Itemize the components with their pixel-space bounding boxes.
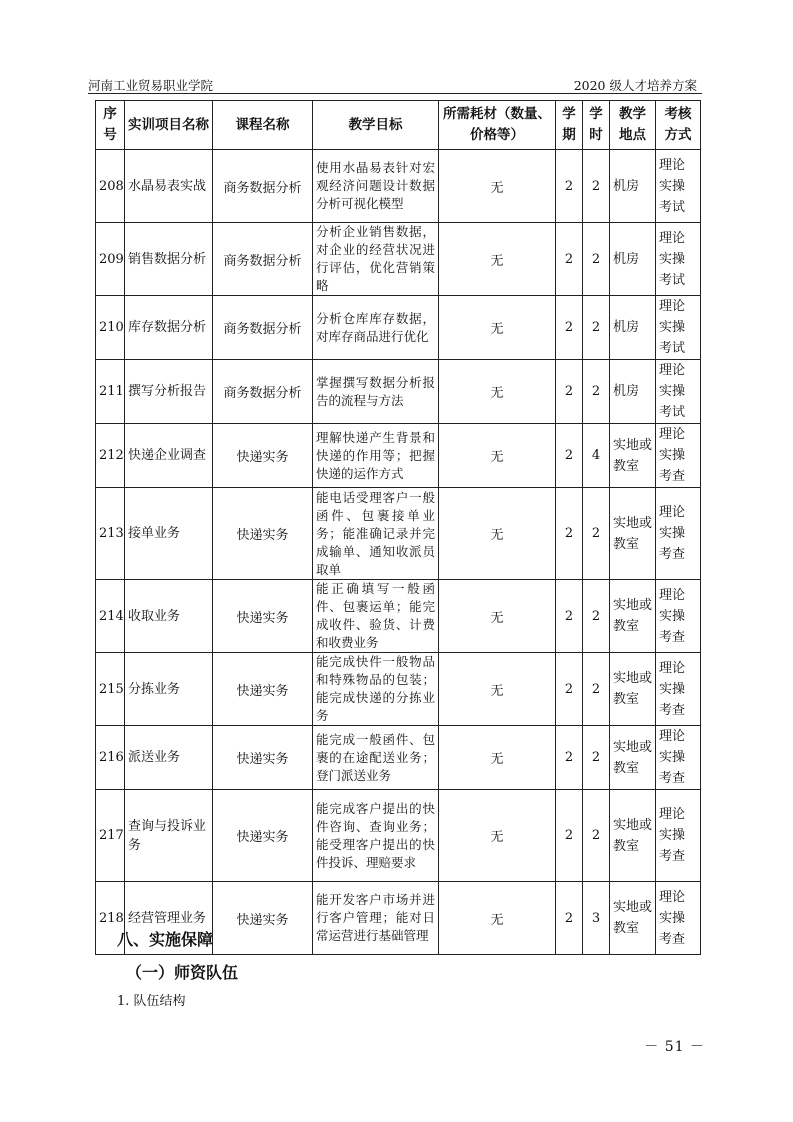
cell-goal: 分析企业销售数据，对企业的经营状况进行评估，优化营销策略 bbox=[313, 223, 439, 296]
cell-term: 2 bbox=[556, 150, 583, 223]
cell-course: 快递实务 bbox=[213, 488, 313, 580]
cell-goal: 分析仓库库存数据，对库存商品进行优化 bbox=[313, 296, 439, 360]
cell-place: 机房 bbox=[610, 150, 656, 223]
cell-assess: 理论实操考试 bbox=[656, 150, 701, 223]
table-row bbox=[96, 360, 701, 424]
cell-place: 实地或教室 bbox=[610, 790, 656, 882]
cell-course: 快递实务 bbox=[213, 580, 313, 653]
cell-no: 212 bbox=[96, 424, 125, 488]
col-header-no: 序号 bbox=[96, 101, 125, 150]
cell-term: 2 bbox=[556, 360, 583, 424]
col-header-assess: 考核方式 bbox=[656, 101, 701, 150]
cell-material: 无 bbox=[439, 580, 556, 653]
cell-goal: 能完成客户提出的快件咨询、查询业务；能受理客户提出的快件投诉、理赔要求 bbox=[313, 790, 439, 882]
table-row bbox=[96, 296, 701, 360]
cell-assess: 理论实操考查 bbox=[656, 653, 701, 726]
cell-goal: 能完成快件一般物品和特殊物品的包装； 能完成快递的分拣业务 bbox=[313, 653, 439, 726]
cell-term: 2 bbox=[556, 580, 583, 653]
cell-project: 快递企业调查 bbox=[125, 424, 213, 488]
training-projects-table bbox=[95, 100, 701, 955]
cell-course: 快递实务 bbox=[213, 790, 313, 882]
col-header-project: 实训项目名称 bbox=[125, 101, 213, 150]
cell-assess: 理论实操考查 bbox=[656, 424, 701, 488]
header-divider bbox=[88, 93, 702, 94]
table-body bbox=[96, 150, 701, 955]
cell-hours: 3 bbox=[583, 882, 610, 955]
cell-no: 214 bbox=[96, 580, 125, 653]
table-row bbox=[96, 488, 701, 580]
cell-hours: 2 bbox=[583, 488, 610, 580]
cell-term: 2 bbox=[556, 726, 583, 790]
cell-course: 商务数据分析 bbox=[213, 223, 313, 296]
cell-term: 2 bbox=[556, 296, 583, 360]
cell-material: 无 bbox=[439, 360, 556, 424]
cell-goal: 能正确填写一般函件、包裹运单；能完成收件、验货、计费和收费业务 bbox=[313, 580, 439, 653]
cell-course: 商务数据分析 bbox=[213, 150, 313, 223]
cell-term: 2 bbox=[556, 488, 583, 580]
table-row bbox=[96, 726, 701, 790]
cell-course: 快递实务 bbox=[213, 424, 313, 488]
cell-hours: 2 bbox=[583, 653, 610, 726]
cell-project: 库存数据分析 bbox=[125, 296, 213, 360]
cell-material: 无 bbox=[439, 223, 556, 296]
cell-goal: 理解快递产生背景和快递的作用等；把握快递的运作方式 bbox=[313, 424, 439, 488]
header-document-title: 2020 级人才培养方案 bbox=[573, 78, 697, 93]
cell-place: 机房 bbox=[610, 296, 656, 360]
cell-assess: 理论实操考查 bbox=[656, 580, 701, 653]
list-item-heading: 1. 队伍结构 bbox=[117, 994, 186, 1009]
cell-no: 211 bbox=[96, 360, 125, 424]
cell-project: 销售数据分析 bbox=[125, 223, 213, 296]
col-header-place: 教学地点 bbox=[610, 101, 656, 150]
cell-project: 水晶易表实战 bbox=[125, 150, 213, 223]
cell-assess: 理论实操考查 bbox=[656, 882, 701, 955]
cell-hours: 4 bbox=[583, 424, 610, 488]
cell-term: 2 bbox=[556, 223, 583, 296]
cell-project: 派送业务 bbox=[125, 726, 213, 790]
cell-project: 撰写分析报告 bbox=[125, 360, 213, 424]
cell-material: 无 bbox=[439, 424, 556, 488]
cell-hours: 2 bbox=[583, 223, 610, 296]
cell-course: 商务数据分析 bbox=[213, 360, 313, 424]
cell-no: 210 bbox=[96, 296, 125, 360]
cell-project: 经营管理业务 bbox=[125, 882, 213, 955]
subsection-heading: （一）师资队伍 bbox=[126, 963, 239, 982]
table-header-row bbox=[96, 101, 701, 150]
cell-assess: 理论实操考试 bbox=[656, 223, 701, 296]
cell-no: 218 bbox=[96, 882, 125, 955]
table-row bbox=[96, 790, 701, 882]
cell-no: 208 bbox=[96, 150, 125, 223]
cell-no: 213 bbox=[96, 488, 125, 580]
col-header-course: 课程名称 bbox=[213, 101, 313, 150]
col-header-term: 学期 bbox=[556, 101, 583, 150]
cell-project: 收取业务 bbox=[125, 580, 213, 653]
table-row bbox=[96, 653, 701, 726]
section-heading: 八、实施保障 bbox=[117, 930, 214, 949]
cell-course: 快递实务 bbox=[213, 726, 313, 790]
cell-term: 2 bbox=[556, 882, 583, 955]
cell-goal: 掌握撰写数据分析报告的流程与方法 bbox=[313, 360, 439, 424]
table-row bbox=[96, 150, 701, 223]
cell-material: 无 bbox=[439, 653, 556, 726]
table-row bbox=[96, 424, 701, 488]
table-row bbox=[96, 223, 701, 296]
cell-material: 无 bbox=[439, 790, 556, 882]
cell-no: 216 bbox=[96, 726, 125, 790]
cell-term: 2 bbox=[556, 790, 583, 882]
cell-material: 无 bbox=[439, 296, 556, 360]
cell-material: 无 bbox=[439, 488, 556, 580]
table-row bbox=[96, 580, 701, 653]
cell-place: 实地或教室 bbox=[610, 488, 656, 580]
cell-course: 快递实务 bbox=[213, 653, 313, 726]
cell-material: 无 bbox=[439, 726, 556, 790]
cell-hours: 2 bbox=[583, 296, 610, 360]
col-header-hours: 学时 bbox=[583, 101, 610, 150]
cell-no: 217 bbox=[96, 790, 125, 882]
cell-place: 实地或教室 bbox=[610, 882, 656, 955]
cell-no: 215 bbox=[96, 653, 125, 726]
cell-project: 接单业务 bbox=[125, 488, 213, 580]
cell-project: 分拣业务 bbox=[125, 653, 213, 726]
cell-goal: 使用水晶易表针对宏观经济问题设计数据分析可视化模型 bbox=[313, 150, 439, 223]
cell-assess: 理论实操考查 bbox=[656, 790, 701, 882]
page-number: － 51 － bbox=[644, 1039, 705, 1055]
cell-project: 查询与投诉业务 bbox=[125, 790, 213, 882]
cell-goal: 能电话受理客户一般函件、包裹接单业务；能准确记录并完成输单、通知收派员取单 bbox=[313, 488, 439, 580]
cell-material: 无 bbox=[439, 150, 556, 223]
cell-place: 实地或教室 bbox=[610, 726, 656, 790]
cell-goal: 能开发客户市场并进行客户管理；能对日常运营进行基础管理 bbox=[313, 882, 439, 955]
cell-place: 实地或教室 bbox=[610, 424, 656, 488]
cell-goal: 能完成一般函件、包裹的在途配送业务；登门派送业务 bbox=[313, 726, 439, 790]
cell-assess: 理论实操考查 bbox=[656, 726, 701, 790]
cell-term: 2 bbox=[556, 653, 583, 726]
cell-course: 商务数据分析 bbox=[213, 296, 313, 360]
cell-assess: 理论实操考试 bbox=[656, 360, 701, 424]
cell-no: 209 bbox=[96, 223, 125, 296]
cell-place: 机房 bbox=[610, 223, 656, 296]
cell-assess: 理论实操考查 bbox=[656, 488, 701, 580]
cell-place: 实地或教室 bbox=[610, 653, 656, 726]
cell-material: 无 bbox=[439, 882, 556, 955]
cell-hours: 2 bbox=[583, 150, 610, 223]
header-school-name: 河南工业贸易职业学院 bbox=[88, 78, 214, 93]
cell-place: 实地或教室 bbox=[610, 580, 656, 653]
cell-course: 快递实务 bbox=[213, 882, 313, 955]
cell-assess: 理论实操考试 bbox=[656, 296, 701, 360]
cell-term: 2 bbox=[556, 424, 583, 488]
cell-place: 机房 bbox=[610, 360, 656, 424]
cell-hours: 2 bbox=[583, 360, 610, 424]
cell-hours: 2 bbox=[583, 790, 610, 882]
col-header-material: 所需耗材（数量、价格等） bbox=[439, 101, 556, 150]
cell-hours: 2 bbox=[583, 726, 610, 790]
cell-hours: 2 bbox=[583, 580, 610, 653]
col-header-goal: 教学目标 bbox=[313, 101, 439, 150]
